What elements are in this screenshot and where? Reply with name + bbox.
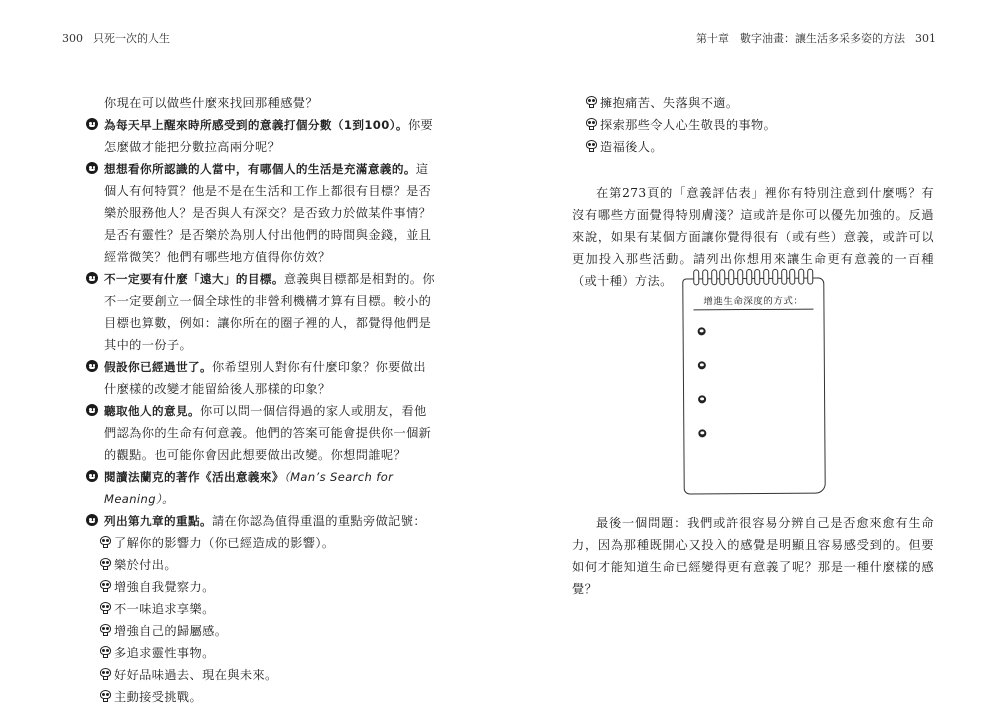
checklist-item: 了解你的影響力（你已經造成的影響）。	[86, 532, 438, 554]
closing-section	[572, 512, 934, 600]
skull-bullet-icon	[100, 690, 111, 702]
checklist-item: 好好品味過去、現在與未來。	[86, 664, 438, 686]
list-item: 假設你已經過世了。你希望別人對你有什麼印象？你要做出什麼樣的改變才能留給後人那樣的印象？	[86, 356, 438, 400]
checklist-item: 增強自己的歸屬感。	[86, 620, 438, 642]
spiral-ring	[702, 269, 708, 285]
spiral-ring	[781, 269, 787, 285]
skull-bullet-icon	[586, 96, 597, 108]
list-item: 列出第九章的重點。請在你認為值得重溫的重點旁做記號：	[86, 510, 438, 532]
spiral-ring	[746, 269, 752, 285]
smiley-bullet-icon	[698, 327, 706, 335]
spiral-ring	[693, 269, 699, 285]
notebook-underline	[693, 309, 813, 311]
notebook-illustration	[682, 278, 826, 495]
right-page-number: 301	[915, 32, 936, 45]
spiral-ring	[763, 269, 769, 285]
skull-bullet-icon	[586, 118, 597, 130]
chapter-title: 第十章 數字油畫：讓生活多采多姿的方法	[696, 32, 905, 45]
skull-bullet-icon	[100, 580, 111, 592]
smiley-bullet-icon	[698, 395, 706, 403]
paragraph: 在第273頁的「意義評估表」裡你有特別注意到什麼嗎？有沒有哪些方面覺得特別膚淺？這或許是你可以優先加強的。反過來說，如果有某個方面讓你覺得很有（或有些）意義，或許可以更加投入那些活動。請列出你想用來讓生命更有意義的一百種（或十種）方法。	[572, 186, 934, 288]
skull-bullet-icon	[100, 536, 111, 548]
spiral-ring	[728, 269, 734, 285]
list-item: 不一定要有什麼「遠大」的目標。意義與目標都是相對的。你不一定要創立一個全球性的非營利機構才算有目標。較小的目標也算數，例如：讓你所在的圈子裡的人，都覺得他們是其中的一份子。	[86, 268, 438, 356]
smiley-bullet-icon	[86, 404, 98, 416]
checklist-item: 探索那些令人心生敬畏的事物。	[572, 114, 934, 136]
checklist-item: 多追求靈性事物。	[86, 642, 438, 664]
checklist-continued	[572, 92, 934, 158]
checklist-item: 主動接受挑戰。	[86, 686, 438, 708]
skull-bullet-icon	[100, 646, 111, 658]
list-item: 為每天早上醒來時所感受到的意義打個分數（1到100）。你要怎麼做才能把分數拉高兩分呢？	[86, 114, 438, 158]
notebook-title: 增進生命深度的方式：	[703, 295, 804, 308]
spiral-ring	[719, 269, 725, 285]
smiley-bullet-icon	[86, 272, 98, 284]
skull-bullet-icon	[100, 624, 111, 636]
smiley-bullet-icon	[86, 514, 98, 526]
spiral-ring	[737, 269, 743, 285]
left-column	[86, 92, 438, 708]
checklist-item: 造福後人。	[572, 136, 934, 158]
spiral-ring	[798, 269, 804, 285]
checklist-item: 樂於付出。	[86, 554, 438, 576]
right-column	[572, 92, 934, 292]
book-title: 只死一次的人生	[93, 32, 170, 45]
checklist-item: 不一味追求享樂。	[86, 598, 438, 620]
smiley-bullet-icon	[86, 360, 98, 372]
skull-bullet-icon	[100, 668, 111, 680]
checklist-item: 增強自我覺察力。	[86, 576, 438, 598]
spiral-ring	[790, 269, 796, 285]
smiley-bullet-icon	[698, 361, 706, 369]
checklist-item: 擁抱痛苦、失落與不適。	[572, 92, 934, 114]
spiral-ring	[772, 269, 778, 285]
smiley-bullet-icon	[698, 429, 706, 437]
intro-question: 你現在可以做些什麼來找回那種感覺？	[104, 96, 318, 110]
smiley-bullet-icon	[86, 470, 98, 482]
skull-bullet-icon	[586, 140, 597, 152]
right-page-header	[696, 30, 936, 46]
spiral-binding	[693, 269, 813, 286]
list-item: 聽取他人的意見。你可以問一個信得過的家人或朋友，看他們認為你的生命有何意義。他們的答案可能會提供你一個新的觀點。也可能你會因此想要做出改變。你想問誰呢？	[86, 400, 438, 466]
left-page-number: 300	[62, 32, 83, 45]
smiley-bullet-icon	[86, 118, 98, 130]
checklist	[86, 532, 438, 708]
closing-paragraph: 最後一個問題：我們或許很容易分辨自己是否愈來愈有生命力，因為那種既開心又投入的感覺是明顯且容易感受到的。但要如何才能知道生命已經變得更有意義了呢？那是一種什麼樣的感覺？	[572, 516, 934, 596]
spiral-ring	[711, 269, 717, 285]
skull-bullet-icon	[100, 602, 111, 614]
skull-bullet-icon	[100, 558, 111, 570]
list-item: 閱讀法蘭克的著作《活出意義來》（Man’s Search for Meaning）。	[86, 466, 438, 510]
spiral-ring	[807, 269, 813, 285]
list-item: 想想看你所認識的人當中，有哪個人的生活是充滿意義的。這個人有何特質？他是不是在生活和工作上都很有目標？是否樂於服務他人？是否與人有深交？是否致力於做某件事情？是否有靈性？是否樂於為別人付出他們的時間與金錢，並且經常微笑？他們有哪些地方值得你仿效？	[86, 158, 438, 268]
spiral-ring	[755, 269, 761, 285]
smiley-bullet-icon	[86, 162, 98, 174]
left-page-header	[62, 30, 170, 46]
